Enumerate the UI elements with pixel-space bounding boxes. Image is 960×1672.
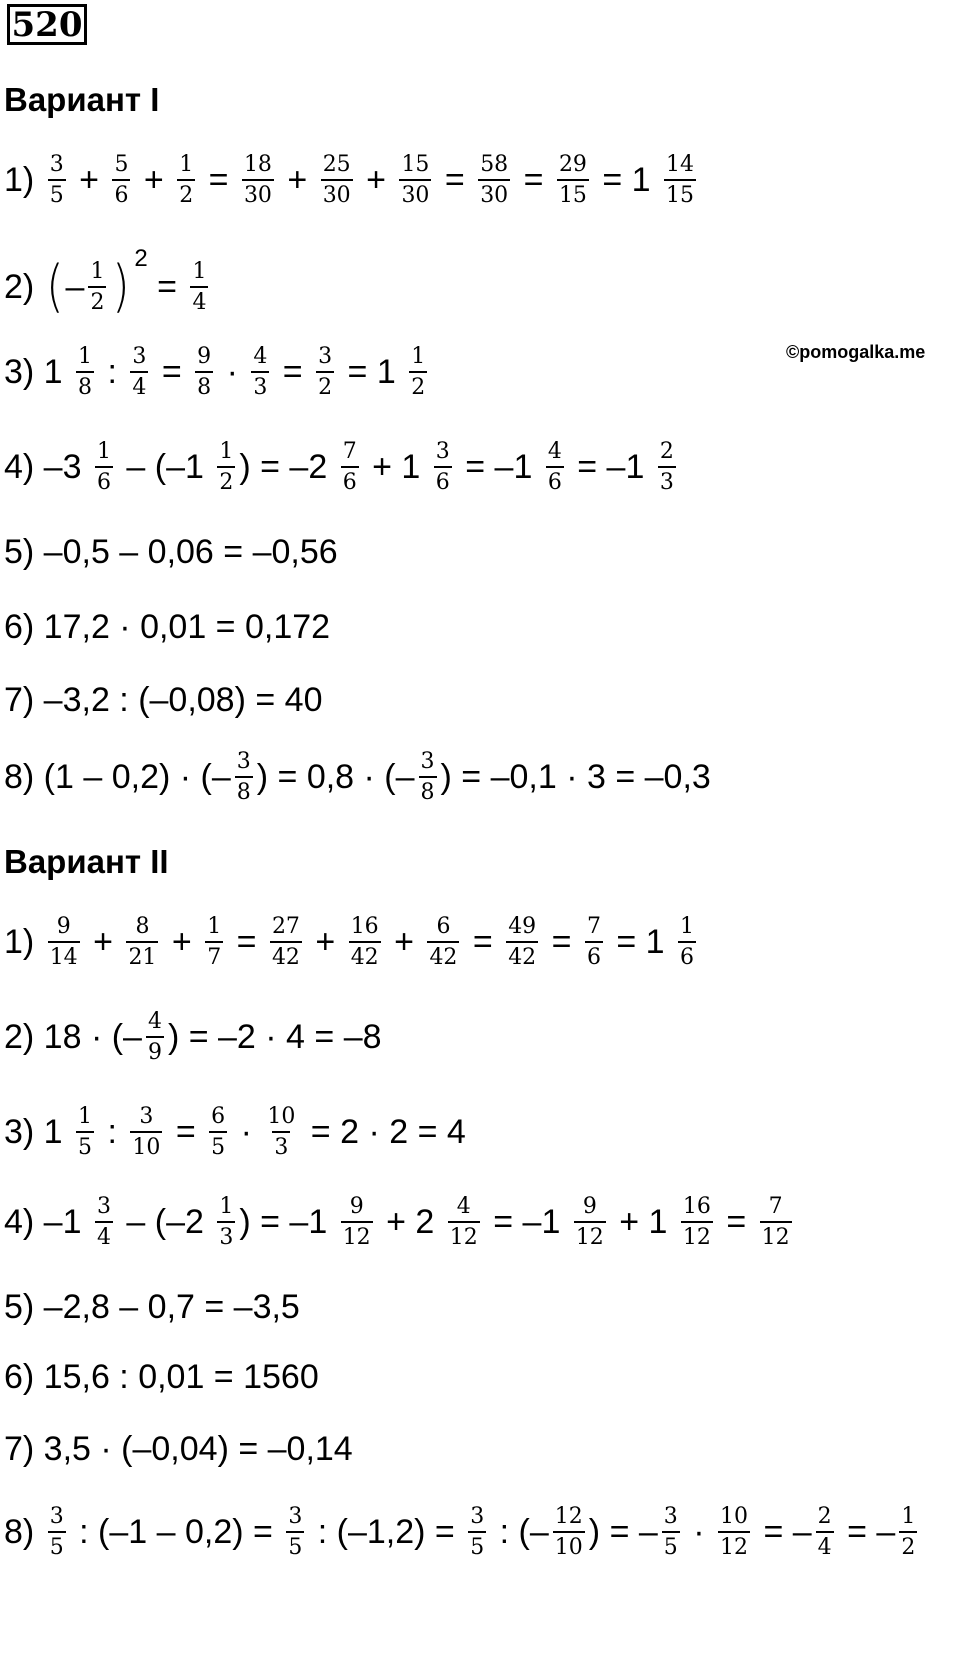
equation-text: = –	[754, 1512, 812, 1551]
equation-text: 8)	[4, 1512, 44, 1551]
fraction-denominator: 8	[419, 776, 437, 806]
fraction	[349, 913, 381, 971]
equation-text: ) = –1	[239, 1202, 337, 1241]
fraction-denominator: 3	[217, 1221, 235, 1251]
variant-heading: Вариант II	[4, 843, 169, 880]
equation-text: + 1	[362, 447, 430, 486]
fraction-numerator: 18	[243, 152, 272, 177]
fraction	[48, 1503, 66, 1561]
fraction-numerator: 14	[666, 152, 695, 177]
equation-line	[4, 1185, 796, 1259]
fraction	[341, 1193, 373, 1251]
equation-text: = –	[837, 1512, 896, 1551]
fraction-denominator: 6	[585, 941, 603, 971]
fraction	[76, 343, 94, 401]
equation-line	[4, 590, 330, 664]
fraction-numerator: 4	[456, 1194, 471, 1219]
equation-text: + 1	[609, 1202, 677, 1241]
equation-text: +	[83, 922, 123, 961]
fraction-numerator: 3	[318, 344, 333, 369]
fraction	[321, 151, 353, 209]
fraction-denominator: 6	[341, 466, 359, 496]
fraction-numerator: 49	[508, 914, 537, 939]
fraction-numerator: 16	[682, 1194, 711, 1219]
equation-text: =	[199, 160, 238, 199]
fraction	[95, 1193, 113, 1251]
fraction-denominator: 6	[95, 466, 113, 496]
equation-text: 6) 17,2 · 0,01 = 0,172	[4, 607, 331, 646]
fraction	[88, 258, 106, 316]
fraction-denominator: 4	[130, 371, 148, 401]
equation-text: = 1	[592, 160, 661, 199]
equation-line	[4, 335, 431, 409]
equation-text: 2) 18 · (–	[4, 1017, 142, 1056]
fraction	[177, 151, 195, 209]
equation-text: ·	[231, 1112, 262, 1151]
fraction-numerator: 8	[135, 914, 150, 939]
fraction-numerator: 6	[436, 914, 451, 939]
fraction-numerator: 3	[96, 1194, 111, 1219]
fraction-denominator: 12	[681, 1221, 713, 1251]
equation-text: 4) –3	[4, 447, 91, 486]
fraction-denominator: 5	[209, 1131, 227, 1161]
equation-line	[4, 1270, 300, 1344]
exponent: 2	[134, 245, 148, 272]
fraction	[399, 151, 431, 209]
fraction	[506, 913, 538, 971]
equation-text: 5) –2,8 – 0,7 = –3,5	[4, 1287, 300, 1326]
fraction-denominator: 2	[316, 371, 334, 401]
fraction-numerator: 9	[349, 1194, 364, 1219]
fraction	[409, 343, 427, 401]
fraction-denominator: 3	[272, 1131, 290, 1161]
fraction-numerator: 10	[267, 1104, 296, 1129]
fraction	[678, 913, 696, 971]
equation-text: =	[514, 160, 553, 199]
equation-line	[4, 905, 700, 979]
fraction	[76, 1103, 94, 1161]
fraction-denominator: 30	[478, 179, 510, 209]
fraction-denominator: 42	[506, 941, 538, 971]
equation-text: 6) 15,6 : 0,01 = 1560	[4, 1357, 319, 1396]
fraction	[95, 438, 113, 496]
fraction-denominator: 3	[658, 466, 676, 496]
fraction	[718, 1503, 750, 1561]
fraction-numerator: 1	[192, 259, 207, 284]
fraction	[265, 1103, 297, 1161]
fraction	[130, 343, 148, 401]
fraction-denominator: 4	[95, 1221, 113, 1251]
fraction-numerator: 9	[582, 1194, 597, 1219]
equation-line	[4, 143, 700, 217]
equation-text: 8) (1 – 0,2) · (–	[4, 757, 231, 796]
fraction-numerator: 2	[659, 439, 674, 464]
fraction-numerator: 3	[288, 1504, 303, 1529]
fraction-numerator: 3	[139, 1104, 154, 1129]
equation-line	[4, 430, 680, 504]
fraction	[448, 1193, 480, 1251]
equation-text: 4) –1	[4, 1202, 91, 1241]
fraction	[658, 438, 676, 496]
fraction-denominator: 12	[760, 1221, 792, 1251]
fraction	[574, 1193, 606, 1251]
equation-text: = –1	[567, 447, 654, 486]
fraction	[195, 343, 213, 401]
fraction-numerator: 1	[90, 259, 105, 284]
fraction	[316, 343, 334, 401]
fraction-numerator: 15	[401, 152, 430, 177]
equation-text: ·	[683, 1512, 714, 1551]
fraction	[681, 1193, 713, 1251]
equation-text: =	[542, 922, 581, 961]
fraction-denominator: 42	[427, 941, 459, 971]
fraction-numerator: 9	[56, 914, 71, 939]
equation-text: +	[277, 160, 317, 199]
fraction-denominator: 30	[242, 179, 274, 209]
fraction-denominator: 2	[409, 371, 427, 401]
fraction-denominator: 12	[448, 1221, 480, 1251]
fraction-denominator: 5	[48, 1531, 66, 1561]
fraction-numerator: 1	[207, 914, 222, 939]
equation-text: : (–1 – 0,2) =	[69, 1512, 283, 1551]
fraction-denominator: 9	[146, 1036, 164, 1066]
fraction-denominator: 10	[130, 1131, 162, 1161]
equation-text: –	[65, 267, 85, 306]
equation-line	[4, 1095, 466, 1169]
fraction-denominator: 2	[899, 1531, 917, 1561]
fraction	[217, 1193, 235, 1251]
fraction-denominator: 6	[434, 466, 452, 496]
equation-text: : (–	[490, 1512, 549, 1551]
equation-line	[4, 663, 322, 737]
fraction-numerator: 4	[253, 344, 268, 369]
equation-text: =	[273, 352, 313, 391]
equation-line	[4, 1412, 353, 1486]
fraction-numerator: 5	[114, 152, 129, 177]
fraction-denominator: 12	[341, 1221, 373, 1251]
equation-text: 5) –0,5 – 0,06 = –0,56	[4, 532, 338, 571]
fraction	[286, 1503, 304, 1561]
equation-text: = –1	[483, 1202, 570, 1241]
fraction	[546, 438, 564, 496]
fraction	[553, 1503, 585, 1561]
equation-line	[4, 515, 338, 589]
equation-text: 3) 1	[4, 352, 73, 391]
fraction	[205, 913, 223, 971]
fraction-numerator: 3	[663, 1504, 678, 1529]
fraction	[816, 1503, 834, 1561]
fraction-numerator: 3	[49, 1504, 64, 1529]
fraction-denominator: 2	[177, 179, 195, 209]
fraction-numerator: 2	[817, 1504, 832, 1529]
equation-text: 7) 3,5 · (–0,04) = –0,14	[4, 1429, 353, 1468]
fraction-numerator: 1	[219, 439, 234, 464]
fraction	[434, 438, 452, 496]
fraction-numerator: 7	[342, 439, 357, 464]
equation-text: +	[69, 160, 109, 199]
equation-text: : (–1,2) =	[308, 1512, 465, 1551]
fraction-denominator: 8	[76, 371, 94, 401]
fraction-numerator: 1	[901, 1504, 916, 1529]
equation-text: ) = –2 · 4 = –8	[167, 1017, 382, 1056]
fraction-denominator: 21	[126, 941, 158, 971]
fraction	[557, 151, 589, 209]
fraction	[899, 1503, 917, 1561]
fraction	[235, 748, 253, 806]
fraction-denominator: 42	[349, 941, 381, 971]
equation-text: 1)	[4, 160, 44, 199]
fraction-numerator: 3	[420, 749, 435, 774]
equation-text: :	[98, 1112, 127, 1151]
fraction-denominator: 10	[553, 1531, 585, 1561]
fraction-denominator: 12	[718, 1531, 750, 1561]
fraction	[217, 438, 235, 496]
equation-text: – (–2	[116, 1202, 214, 1241]
equation-text: ·	[217, 352, 248, 391]
fraction-denominator: 8	[195, 371, 213, 401]
equation-text: =	[435, 160, 475, 199]
equation-line	[4, 1000, 382, 1074]
fraction-numerator: 7	[768, 1194, 783, 1219]
equation-text: =	[463, 922, 503, 961]
fraction-denominator: 15	[557, 179, 589, 209]
fraction	[760, 1193, 792, 1251]
fraction	[130, 1103, 162, 1161]
watermark: ©pomogalka.me	[786, 342, 926, 362]
equation-text: 7) –3,2 : (–0,08) = 40	[4, 680, 323, 719]
equation-line	[4, 740, 711, 814]
equation-text: +	[356, 160, 396, 199]
fraction	[585, 913, 603, 971]
fraction-denominator: 6	[112, 179, 130, 209]
equation-text: +	[305, 922, 345, 961]
fraction-numerator: 3	[236, 749, 251, 774]
fraction-numerator: 3	[49, 152, 64, 177]
equation-text: =	[716, 1202, 756, 1241]
equation-text: +	[162, 922, 202, 961]
equation-text: = 1	[338, 352, 406, 391]
fraction-denominator: 6	[546, 466, 564, 496]
equation-text: 3) 1	[4, 1112, 73, 1151]
fraction	[242, 151, 274, 209]
equation-text: =	[152, 352, 192, 391]
fraction-denominator: 5	[662, 1531, 680, 1561]
fraction	[48, 913, 80, 971]
fraction-denominator: 8	[235, 776, 253, 806]
fraction	[190, 258, 208, 316]
equation-text: =	[227, 922, 266, 961]
fraction-numerator: 1	[680, 914, 695, 939]
fraction-denominator: 5	[48, 179, 66, 209]
fraction-denominator: 6	[678, 941, 696, 971]
fraction-numerator: 1	[96, 439, 111, 464]
equation-line	[4, 1340, 319, 1414]
fraction	[664, 151, 696, 209]
equation-text: ) = –0,1 · 3 = –0,3	[440, 757, 711, 796]
fraction	[112, 151, 130, 209]
fraction-numerator: 27	[271, 914, 300, 939]
large-parenthesis: (	[45, 254, 64, 319]
equation-text: 1)	[4, 922, 44, 961]
fraction	[427, 913, 459, 971]
fraction-denominator: 5	[76, 1131, 94, 1161]
fraction-numerator: 4	[547, 439, 562, 464]
fraction	[48, 151, 66, 209]
fraction-numerator: 25	[322, 152, 351, 177]
fraction-denominator: 42	[270, 941, 302, 971]
fraction	[478, 151, 510, 209]
fraction	[209, 1103, 227, 1161]
fraction-denominator: 2	[88, 286, 106, 316]
fraction-denominator: 14	[48, 941, 80, 971]
fraction-denominator: 3	[251, 371, 269, 401]
fraction-numerator: 6	[211, 1104, 226, 1129]
fraction-numerator: 10	[720, 1504, 748, 1529]
fraction-numerator: 58	[480, 152, 509, 177]
equation-text: 2)	[4, 267, 44, 306]
equation-text: ) = 0,8 · (–	[256, 757, 415, 796]
equation-text: = 1	[606, 922, 675, 961]
fraction-numerator: 3	[132, 344, 147, 369]
equation-line	[4, 1495, 921, 1569]
fraction-numerator: 1	[78, 344, 93, 369]
fraction-denominator: 30	[399, 179, 431, 209]
fraction-numerator: 4	[147, 1009, 162, 1034]
equation-text: +	[384, 922, 424, 961]
fraction-numerator: 1	[219, 1194, 234, 1219]
fraction	[126, 913, 158, 971]
fraction-denominator: 2	[217, 466, 235, 496]
equation-text: =	[147, 267, 187, 306]
fraction	[341, 438, 359, 496]
equation-text: = –1	[455, 447, 542, 486]
variant-heading: Вариант I	[4, 81, 160, 118]
equation-line	[4, 245, 212, 324]
fraction-denominator: 4	[190, 286, 208, 316]
equation-text: – (–1	[116, 447, 214, 486]
fraction-denominator: 15	[664, 179, 696, 209]
fraction-numerator: 9	[197, 344, 212, 369]
fraction-denominator: 5	[468, 1531, 486, 1561]
fraction-numerator: 12	[554, 1504, 583, 1529]
fraction-numerator: 1	[179, 152, 194, 177]
fraction-numerator: 1	[78, 1104, 93, 1129]
fraction-denominator: 7	[205, 941, 223, 971]
fraction-numerator: 29	[558, 152, 587, 177]
equation-text: ) = –	[588, 1512, 658, 1551]
fraction	[419, 748, 437, 806]
equation-text: :	[98, 352, 127, 391]
fraction	[468, 1503, 486, 1561]
fraction	[270, 913, 302, 971]
equation-text: = 2 · 2 = 4	[301, 1112, 466, 1151]
fraction-numerator: 3	[435, 439, 450, 464]
equation-text: +	[134, 160, 174, 199]
equation-text: =	[166, 1112, 206, 1151]
fraction-numerator: 3	[470, 1504, 485, 1529]
fraction-denominator: 4	[816, 1531, 834, 1561]
equation-text: ) = –2	[239, 447, 337, 486]
fraction	[146, 1008, 164, 1066]
fraction	[662, 1503, 680, 1561]
large-parenthesis: )	[112, 254, 131, 319]
fraction-numerator: 7	[586, 914, 601, 939]
fraction-numerator: 1	[411, 344, 426, 369]
problem-number-box: 520	[7, 4, 87, 45]
fraction-denominator: 12	[574, 1221, 606, 1251]
fraction-denominator: 5	[286, 1531, 304, 1561]
fraction-numerator: 16	[350, 914, 379, 939]
equation-text: + 2	[376, 1202, 444, 1241]
fraction-denominator: 30	[321, 179, 353, 209]
fraction	[251, 343, 269, 401]
